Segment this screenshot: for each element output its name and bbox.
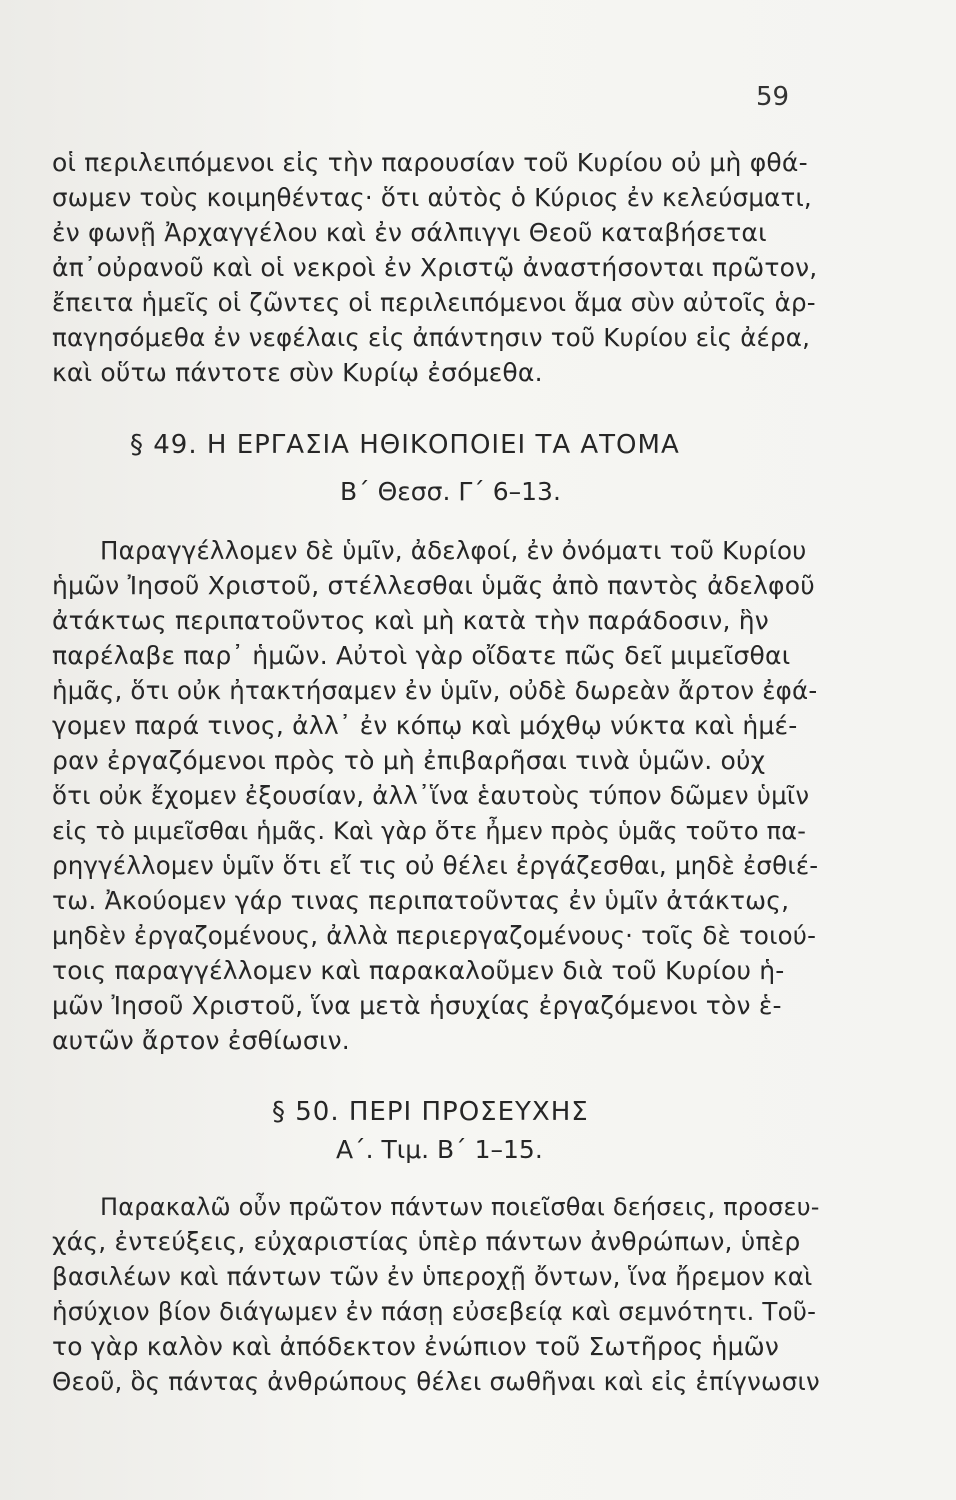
section-heading-50: § 50. ΠΕΡΙ ΠΡΟΣΕΥΧΗΣ <box>272 1097 589 1127</box>
text-line: ἔπειτα ἡμεῖς οἱ ζῶντες οἱ περιλειπόμενοι ἅμα σὺν αὐτοῖς ἁρ- <box>52 288 816 317</box>
text-line: ἀπ᾿οὐρανοῦ καὶ οἱ νεκροὶ ἐν Χριστῷ ἀναστήσονται πρῶτον, <box>52 253 818 282</box>
text-line: ἡσύχιον βίον διάγωμεν ἐν πάσῃ εὐσεβείᾳ καὶ σεμνότητι. Τοῦ- <box>52 1297 817 1326</box>
text-line: τω. Ἀκούομεν γάρ τινας περιπατοῦντας ἐν ὑμῖν ἀτάκτως, <box>52 886 790 915</box>
text-line: ραν ἐργαζόμενοι πρὸς τὸ μὴ ἐπιβαρῆσαι τινὰ ὑμῶν. οὐχ <box>52 746 766 775</box>
text-line: χάς, ἐντεύξεις, εὐχαριστίας ὑπὲρ πάντων ἀνθρώπων, ὑπὲρ <box>52 1227 801 1256</box>
text-line: το γὰρ καλὸν καὶ ἀπόδεκτον ἐνώπιον τοῦ Σωτῆρος ἡμῶν <box>52 1332 779 1361</box>
text-line: καὶ οὕτω πάντοτε σὺν Κυρίῳ ἐσόμεθα. <box>52 358 543 387</box>
text-line: παρέλαβε παρ᾿ ἡμῶν. Αὐτοὶ γὰρ οἴδατε πῶς δεῖ μιμεῖσθαι <box>52 641 791 670</box>
text-line: παγησόμεθα ἐν νεφέλαις εἰς ἀπάντησιν τοῦ Κυρίου εἰς ἀέρα, <box>52 323 811 352</box>
text-line: οἱ περιλειπόμενοι εἰς τὴν παρουσίαν τοῦ Κυρίου οὐ μὴ φθά- <box>52 148 808 177</box>
text-line: τοις παραγγέλλομεν καὶ παρακαλοῦμεν διὰ τοῦ Κυρίου ἡ- <box>52 956 785 985</box>
text-line: ἀτάκτως περιπατοῦντος καὶ μὴ κατὰ τὴν παράδοσιν, ἣν <box>52 606 769 635</box>
text-line: μηδὲν ἐργαζομένους, ἀλλὰ περιεργαζομένους· τοῖς δὲ τοιού- <box>52 921 817 950</box>
text-line: γομεν παρά τινος, ἀλλ᾿ ἐν κόπῳ καὶ μόχθῳ νύκτα καὶ ἡμέ- <box>52 711 798 740</box>
text-line: Παραγγέλλομεν δὲ ὑμῖν, ἀδελφοί, ἐν ὀνόματι τοῦ Κυρίου <box>100 536 807 565</box>
text-line: ἡμῶν Ἰησοῦ Χριστοῦ, στέλλεσθαι ὑμᾶς ἀπὸ παντὸς ἀδελφοῦ <box>52 571 815 600</box>
text-line: ἐν φωνῇ Ἀρχαγγέλου καὶ ἐν σάλπιγγι Θεοῦ καταβήσεται <box>52 218 767 247</box>
text-line: Θεοῦ, ὃς πάντας ἀνθρώπους θέλει σωθῆναι καὶ εἰς ἐπίγνωσιν <box>52 1367 820 1396</box>
text-line: μῶν Ἰησοῦ Χριστοῦ, ἵνα μετὰ ἡσυχίας ἐργαζόμενοι τὸν ἑ- <box>52 991 782 1020</box>
text-line: ὅτι οὐκ ἔχομεν ἐξουσίαν, ἀλλ᾿ἵνα ἑαυτοὺς τύπον δῶμεν ὑμῖν <box>52 781 810 810</box>
section-heading-49: § 49. Η ΕΡΓΑΣΙΑ ΗΘΙΚΟΠΟΙΕΙ ΤΑ ΑΤΟΜΑ <box>130 430 680 460</box>
text-line: σωμεν τοὺς κοιμηθέντας· ὅτι αὐτὸς ὁ Κύριος ἐν κελεύσματι, <box>52 183 812 212</box>
text-line: Παρακαλῶ οὖν πρῶτον πάντων ποιεῖσθαι δεήσεις, προσευ- <box>100 1193 820 1221</box>
text-line: βασιλέων καὶ πάντων τῶν ἐν ὑπεροχῇ ὄντων, ἵνα ἤρεμον καὶ <box>52 1262 813 1291</box>
section-reference-50: Α΄. Τιμ. Β΄ 1–15. <box>336 1135 543 1164</box>
page-number: 59 <box>756 82 790 112</box>
text-line: εἰς τὸ μιμεῖσθαι ἡμᾶς. Καὶ γὰρ ὅτε ἦμεν πρὸς ὑμᾶς τοῦτο πα- <box>52 817 807 845</box>
text-line: ἡμᾶς, ὅτι οὐκ ἠτακτήσαμεν ἐν ὑμῖν, οὐδὲ δωρεὰν ἄρτον ἐφά- <box>52 676 818 705</box>
section-reference-49: Β΄ Θεσσ. Γ΄ 6–13. <box>340 477 561 506</box>
text-line: αυτῶν ἄρτον ἐσθίωσιν. <box>52 1026 350 1055</box>
text-line: ρηγγέλλομεν ὑμῖν ὅτι εἴ τις οὐ θέλει ἐργάζεσθαι, μηδὲ ἐσθιέ- <box>52 851 819 880</box>
